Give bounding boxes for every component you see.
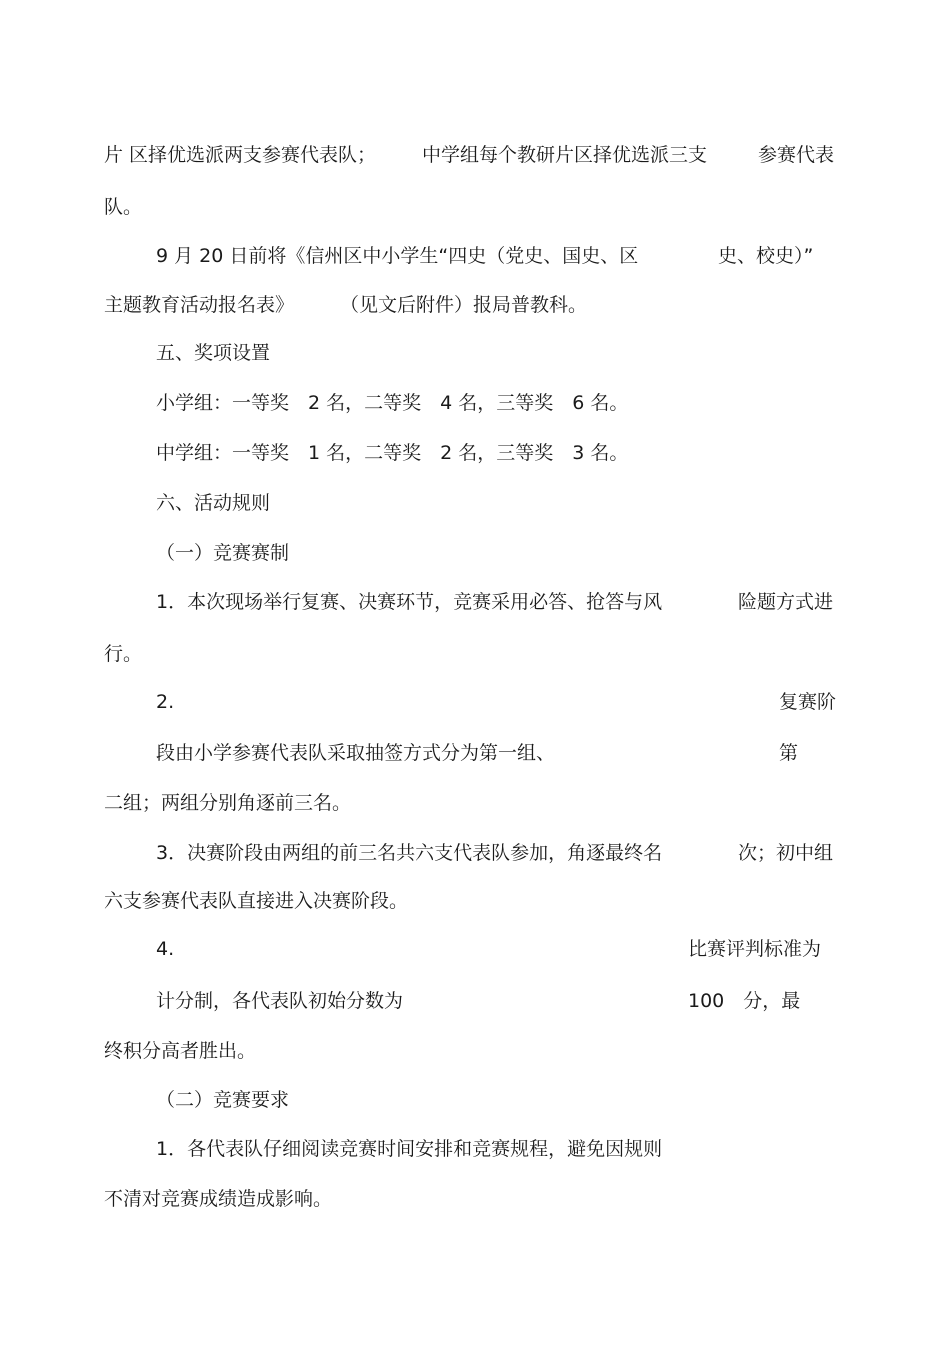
text-line: 4. <box>156 938 175 960</box>
text-line: 100 分，最 <box>688 990 801 1012</box>
text-line: 中学组：一等奖 1 名，二等奖 2 名，三等奖 3 名。 <box>156 442 629 464</box>
text-line: 参赛代表 <box>758 144 835 166</box>
section-heading: 五、奖项设置 <box>156 342 271 364</box>
text-line: （见文后附件）报局普教科。 <box>340 294 588 316</box>
text-line: 2. <box>156 691 175 713</box>
text-line: 不清对竞赛成绩造成影响。 <box>104 1188 333 1210</box>
text-line: 二组；两组分别角逐前三名。 <box>104 792 352 814</box>
text-line: 行。 <box>104 643 143 665</box>
text-line: 第 <box>779 742 799 764</box>
text-line: 小学组：一等奖 2 名，二等奖 4 名，三等奖 6 名。 <box>156 392 629 414</box>
text-line: 3．决赛阶段由两组的前三名共六支代表队参加，角逐最终名 <box>156 842 663 864</box>
text-line: 史、校史）” <box>718 245 814 267</box>
text-line: 次；初中组 <box>738 842 834 864</box>
text-line: 1．本次现场举行复赛、决赛环节，竞赛采用必答、抢答与风 <box>156 591 663 613</box>
subsection-heading: （一）竞赛赛制 <box>156 542 290 564</box>
text-line: 六支参赛代表队直接进入决赛阶段。 <box>104 890 409 912</box>
text-line: 计分制，各代表队初始分数为 <box>156 990 404 1012</box>
text-line: 片 区择优选派两支参赛代表队； <box>104 144 377 166</box>
text-line: 比赛评判标准为 <box>688 938 822 960</box>
text-line: 险题方式进 <box>738 591 834 613</box>
text-line: 终积分高者胜出。 <box>104 1040 257 1062</box>
text-line: 复赛阶 <box>779 691 837 713</box>
text-line: 中学组每个教研片区择优选派三支 <box>422 144 708 166</box>
text-line: 段由小学参赛代表队采取抽签方式分为第一组、 <box>156 742 556 764</box>
text-line: 主题教育活动报名表》 <box>104 294 295 316</box>
section-heading: 六、活动规则 <box>156 492 271 514</box>
text-line: 1．各代表队仔细阅读竞赛时间安排和竞赛规程，避免因规则 <box>156 1138 663 1160</box>
subsection-heading: （二）竞赛要求 <box>156 1089 290 1111</box>
text-line: 9 月 20 日前将《信州区中小学生“四史（党史、国史、区 <box>156 245 639 267</box>
text-line: 队。 <box>104 196 143 218</box>
